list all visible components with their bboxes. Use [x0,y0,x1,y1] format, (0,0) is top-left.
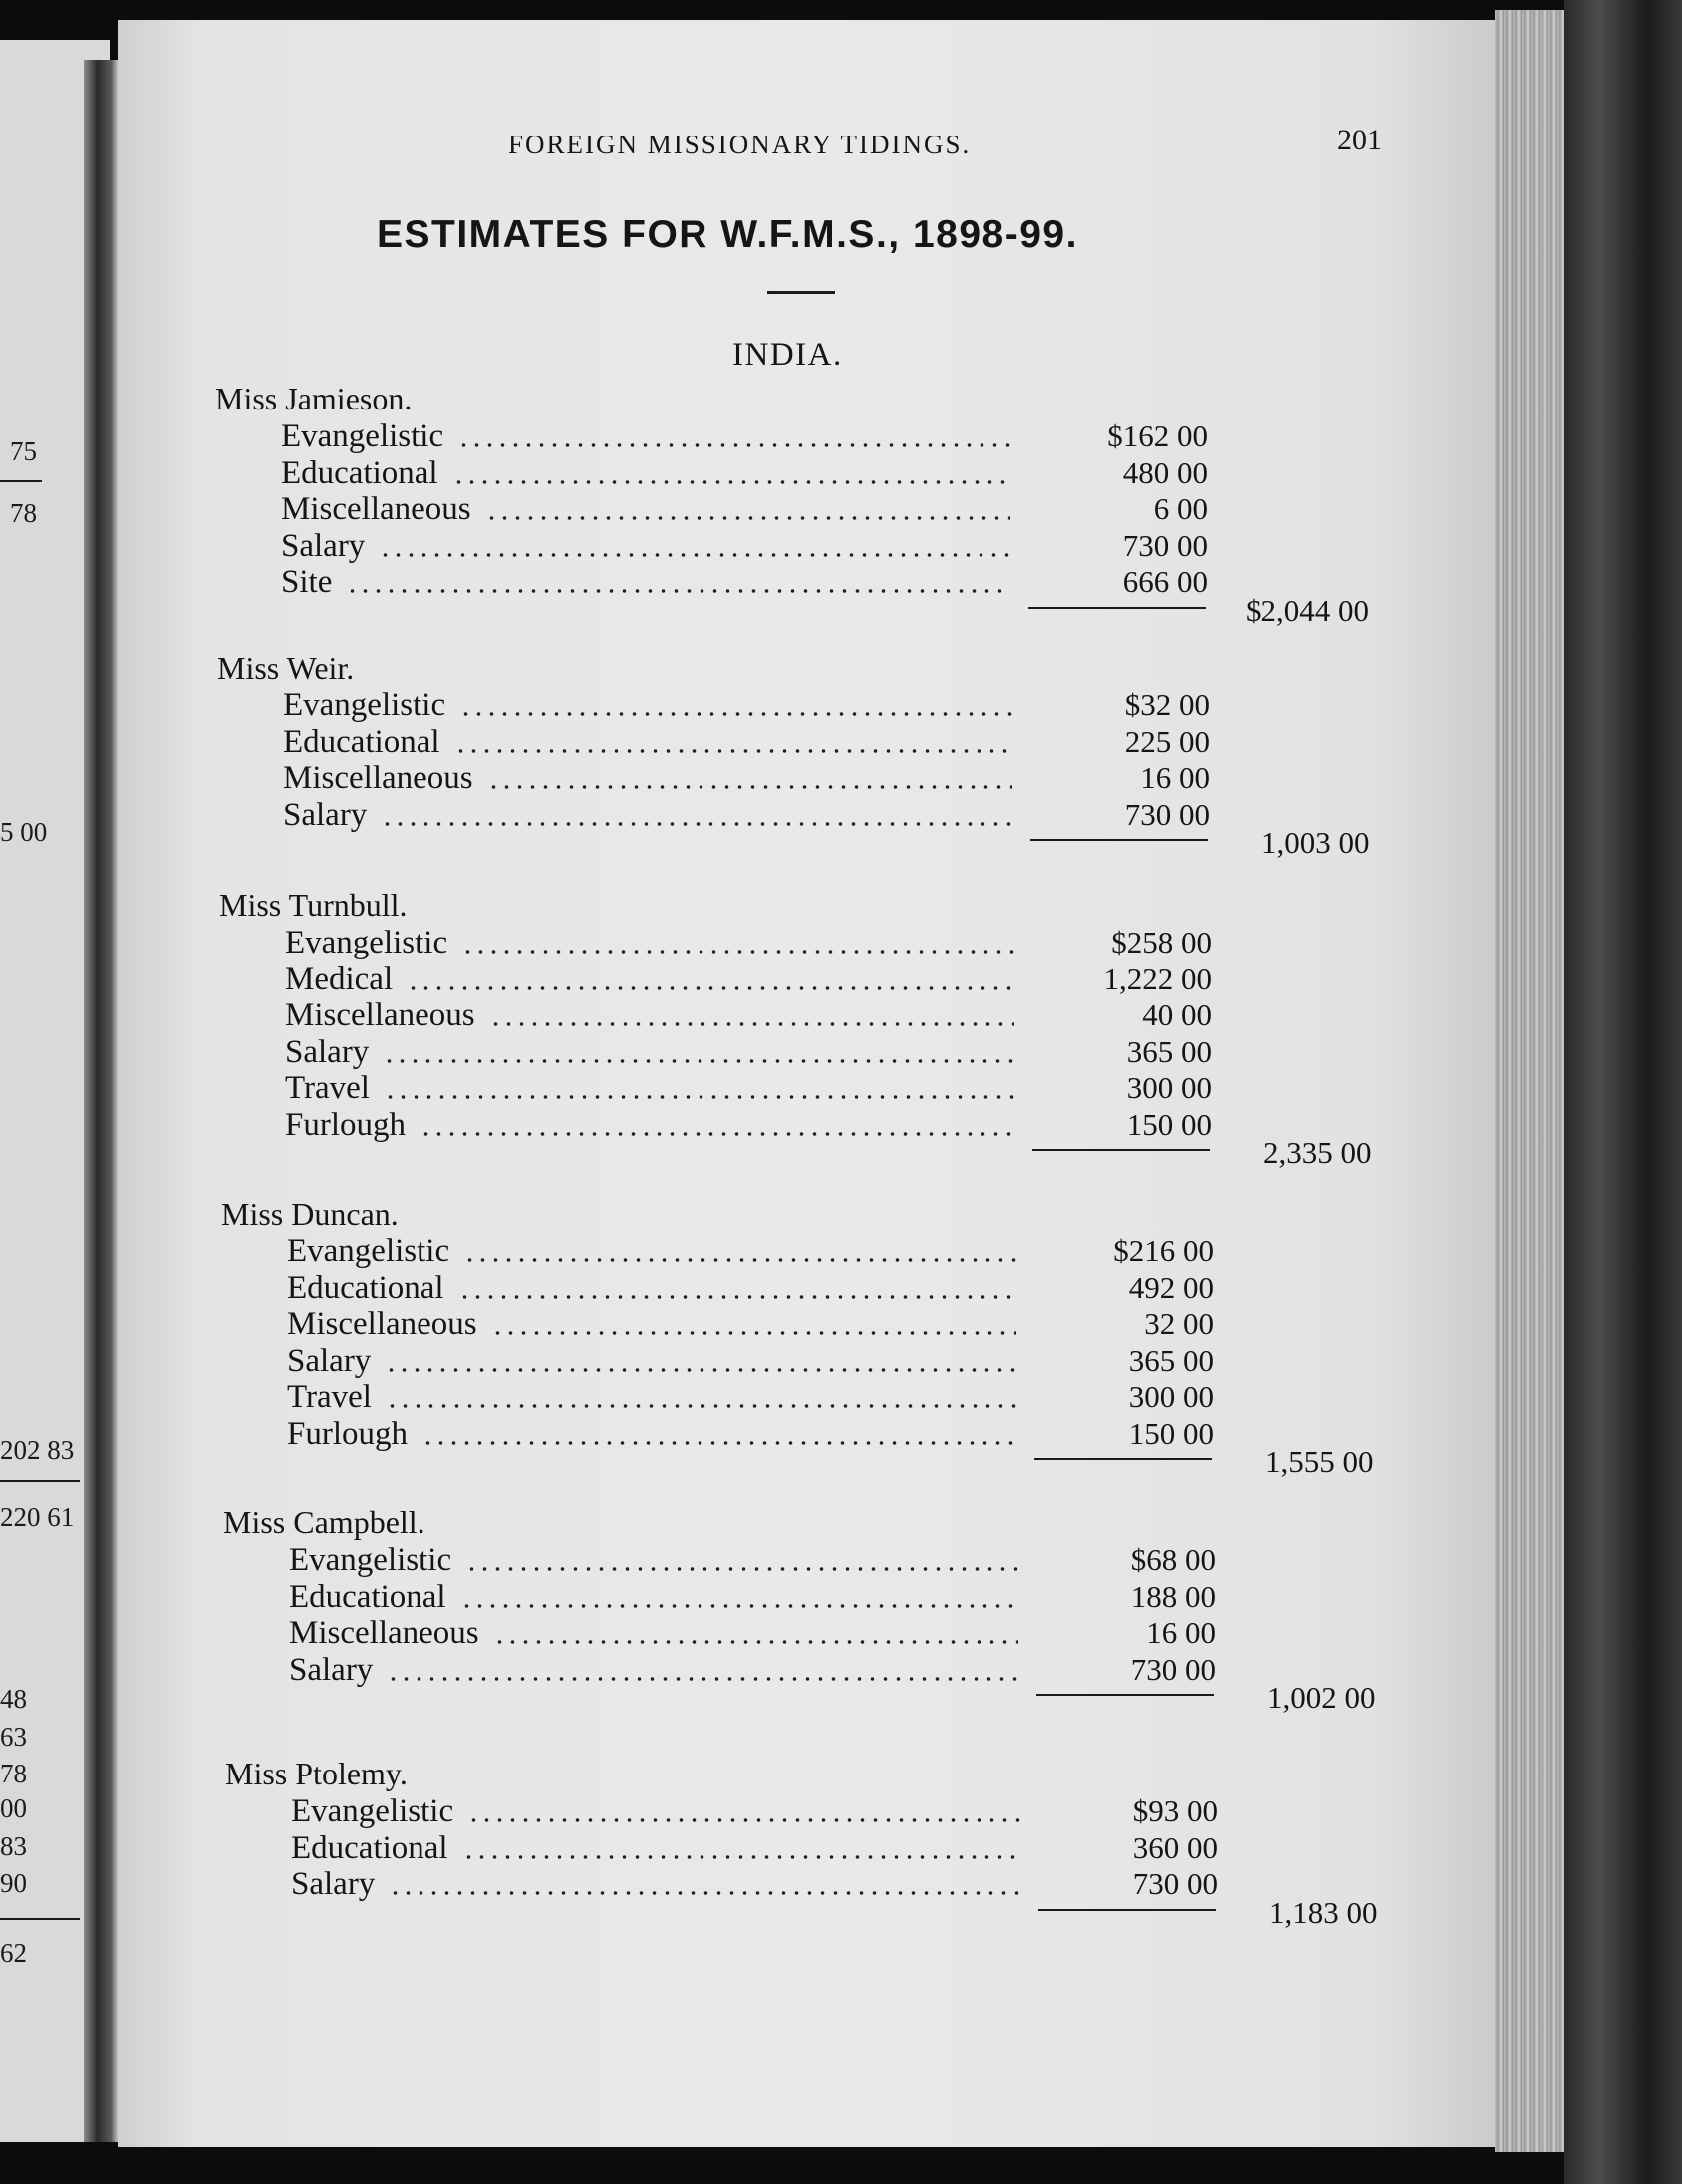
section-heading: INDIA. [732,337,843,373]
dot-leader [462,1854,1020,1860]
line-item-label: Furlough [287,1415,409,1452]
dot-leader [460,1603,1018,1609]
subtotal-rule [1030,839,1208,841]
page-title: ESTIMATES FOR W.F.M.S., 1898-99. [377,213,1078,256]
page-edges [1495,10,1564,2152]
line-item-amount: $93 00 [1132,1793,1218,1828]
dot-leader [489,1021,1014,1027]
line-item-label: Salary [283,796,368,833]
subtotal-rule [1028,607,1206,609]
missionary-name: Miss Ptolemy. [225,1756,408,1791]
line-item-label: Evangelistic [289,1542,452,1578]
subtotal-rule [1036,1694,1214,1696]
previous-page-number: 83 [0,1831,27,1861]
line-item-label: Miscellaneous [287,1306,477,1342]
line-item-amount: 16 00 [1140,760,1210,795]
previous-page-number: 220 61 [0,1502,75,1532]
line-item-amount: $68 00 [1130,1542,1216,1577]
previous-page-rule [0,1480,80,1482]
line-item-label: Salary [287,1342,372,1379]
line-item-label: Furlough [285,1106,407,1143]
previous-page-number: 90 [0,1868,27,1898]
line-item-amount: $216 00 [1113,1233,1214,1268]
line-item-amount: 360 00 [1132,1829,1218,1865]
line-item-label: Evangelistic [281,418,444,454]
missionary-name: Miss Duncan. [221,1196,399,1231]
dot-leader [389,1890,1020,1896]
line-item-amount: $162 00 [1107,418,1208,453]
line-item-amount: 188 00 [1130,1578,1216,1614]
line-item-label: Salary [285,1033,370,1070]
line-item-amount: 1,222 00 [1103,960,1212,996]
line-item-amount: 365 00 [1128,1342,1214,1378]
missionary-total: 1,002 00 [1267,1680,1376,1715]
dot-leader [407,985,1014,991]
line-item-label: Salary [289,1651,374,1688]
line-item-amount: 150 00 [1128,1415,1214,1451]
previous-page-number: 5 00 [0,817,48,847]
dot-leader [457,442,1010,448]
line-item-label: Medical [285,960,394,997]
missionary-name: Miss Campbell. [223,1504,425,1540]
dot-leader [420,1131,1014,1137]
running-head: FOREIGN MISSIONARY TIDINGS. [508,130,972,159]
line-item-amount: 666 00 [1122,564,1208,599]
dot-leader [454,748,1012,754]
line-item-amount: 32 00 [1144,1306,1214,1341]
title-divider [767,291,835,294]
dot-leader [421,1440,1016,1446]
line-item-amount: 365 00 [1126,1033,1212,1069]
line-item-label: Salary [291,1866,376,1902]
line-item-amount: 225 00 [1124,723,1210,759]
dot-leader [452,479,1010,485]
subtotal-rule [1032,1149,1210,1151]
dot-leader [384,1094,1014,1100]
line-item-amount: $258 00 [1111,925,1212,959]
dot-leader [379,552,1010,558]
dot-leader [461,949,1014,955]
previous-page-number: 63 [0,1722,27,1752]
line-item-label: Evangelistic [285,925,448,960]
missionary-name: Miss Jamieson. [215,381,413,416]
line-item-amount: 730 00 [1124,796,1210,832]
missionary-total: $2,044 00 [1246,592,1369,628]
line-item-label: Miscellaneous [283,760,473,796]
previous-page-number: 78 [10,498,37,528]
dot-leader [493,1639,1018,1645]
line-item-label: Miscellaneous [285,997,475,1033]
dot-leader [463,1257,1016,1263]
previous-page-number: 00 [0,1793,27,1823]
dot-leader [487,784,1012,790]
line-item-amount: 492 00 [1128,1269,1214,1305]
subtotal-rule [1038,1909,1216,1911]
line-item-amount: 730 00 [1122,527,1208,563]
line-item-label: Site [281,564,333,600]
subtotal-rule [1034,1458,1212,1460]
line-item-label: Travel [287,1379,372,1415]
line-item-amount: 480 00 [1122,454,1208,490]
line-item-amount: 40 00 [1142,997,1212,1032]
missionary-total: 2,335 00 [1263,1135,1372,1170]
line-item-amount: 6 00 [1153,491,1208,526]
line-item-label: Educational [283,723,440,760]
line-item-label: Miscellaneous [289,1615,479,1651]
previous-page-rule [0,1918,80,1920]
page-number: 201 [1337,124,1382,156]
dot-leader [491,1330,1016,1336]
previous-page-number: 78 [0,1759,27,1788]
line-item-label: Salary [281,527,366,564]
previous-page-number: 48 [0,1684,27,1714]
previous-page-number: 202 83 [0,1435,75,1465]
dot-leader [383,1058,1014,1064]
previous-page-rule [0,480,42,482]
dot-leader [485,515,1010,521]
book-cover-edge [1564,0,1682,2184]
missionary-total: 1,183 00 [1269,1894,1378,1930]
line-item-amount: 300 00 [1128,1379,1214,1414]
line-item-amount: 730 00 [1132,1866,1218,1901]
missionary-name: Miss Weir. [217,650,355,685]
line-item-label: Educational [281,454,438,491]
previous-page-number: 62 [0,1938,27,1968]
book-gutter [84,60,118,2142]
missionary-total: 1,555 00 [1265,1444,1374,1479]
dot-leader [385,1367,1016,1373]
missionary-total: 1,003 00 [1262,825,1370,860]
line-item-label: Evangelistic [283,687,446,723]
missionary-name: Miss Turnbull. [219,887,408,923]
line-item-label: Educational [291,1829,448,1866]
dot-leader [386,1403,1016,1409]
line-item-label: Miscellaneous [281,491,471,527]
line-item-amount: $32 00 [1124,687,1210,722]
line-item-label: Evangelistic [291,1793,454,1829]
dot-leader [458,1294,1016,1300]
line-item-label: Travel [285,1070,370,1106]
dot-leader [465,1566,1018,1572]
dot-leader [387,1676,1018,1682]
line-item-amount: 300 00 [1126,1070,1212,1105]
line-item-label: Educational [287,1269,444,1306]
dot-leader [346,588,1010,594]
dot-leader [467,1817,1020,1823]
dot-leader [459,711,1012,717]
line-item-amount: 16 00 [1146,1615,1216,1650]
line-item-label: Educational [289,1578,446,1615]
line-item-label: Evangelistic [287,1233,450,1269]
line-item-amount: 150 00 [1126,1106,1212,1142]
dot-leader [381,821,1012,827]
previous-page-number: 75 [10,436,37,466]
line-item-amount: 730 00 [1130,1651,1216,1687]
